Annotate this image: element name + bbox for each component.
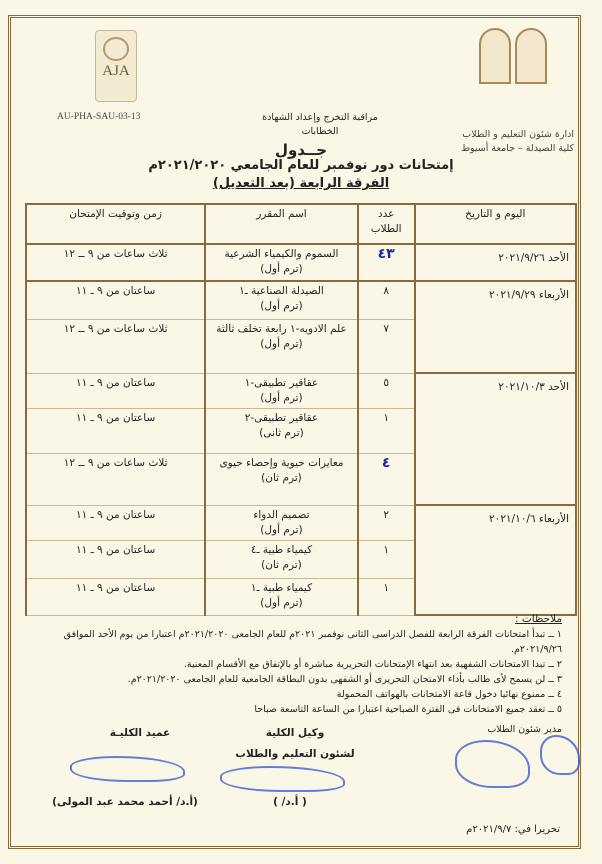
doc-class-title: الفرقة الرابعة (بعد التعديل) xyxy=(212,176,390,191)
doc-subtitle: إمتحانات دور نوفمبر للعام الجامعي ٢٠٢١/٢٠٢٠م xyxy=(148,158,454,173)
exam-time: ساعتان من ٩ ـ ١١ xyxy=(26,281,205,319)
course-name: عقاقير تطبيقى-٢ xyxy=(244,411,319,424)
exam-date: الأربعاء ٢٠٢١/١٠/٦ xyxy=(415,505,576,615)
course-term: (ترم أول) xyxy=(260,523,303,536)
header-course: اسم المقرر xyxy=(205,204,357,244)
arch-emblem-left xyxy=(479,28,511,84)
dean-name: (أ.د/ أحمد محمد عبد المولى) xyxy=(52,796,198,808)
header-time: زمن وتوقيت الإمتحان xyxy=(26,204,205,244)
exam-time: ساعتان من ٩ ـ ١١ xyxy=(26,578,205,615)
globe-icon xyxy=(103,37,129,61)
student-count: ٢ xyxy=(358,505,415,540)
exam-time: ساعتان من ٩ ـ ١١ xyxy=(26,540,205,578)
exam-schedule-table xyxy=(25,203,577,616)
exam-date: الأحد ٢٠٢١/١٠/٣ xyxy=(415,373,576,505)
vice-dean-title: وكيل الكلية xyxy=(265,727,325,739)
doc-title: جــدول xyxy=(274,141,328,159)
note-item: ٢ ــ تبدا الامتحانات الشفهية بعد انتهاء الإمتحانات التحريرية مباشرة أو بالإتفاق مع الأقسام المعنية. xyxy=(183,659,562,670)
table-row xyxy=(26,505,576,540)
course-term: (ترم أول) xyxy=(260,300,303,312)
course-name: عقاقير تطبيقى-١ xyxy=(244,376,319,389)
exam-time: ثلاث ساعات من ٩ ــ ١٢ xyxy=(26,319,205,373)
note-item: ٥ ــ تعقد جميع الامتحانات فى الفترة الصباحية اعتبارا من الساعة التاسعة صباحا xyxy=(254,704,562,715)
note-item: ١ ــ تبدأ امتحانات الفرقة الرابعة للفصل الدراسى الثانى نوفمبر ٢٠٢١م للعام الجامعى ٢٠٢١/٢٠٢٠م اعتبارا من يوم الأحد الموافق ٢٠٢١/٩/٢٦م. xyxy=(63,629,562,655)
course-term: (ترم أول) xyxy=(260,391,303,404)
course-term: (ترم ثان) xyxy=(261,471,302,484)
course-name: السموم والكيمياء الشرعية xyxy=(224,248,339,260)
logo-text: AJA xyxy=(102,63,130,79)
exam-time: ثلاث ساعات من ٩ ــ ١٢ xyxy=(26,244,205,281)
student-count: ١ xyxy=(358,578,415,615)
document-code: AU-PHA-SAU-03-13 xyxy=(57,112,141,122)
course-name: علم الادويه-١ رابعة تخلف ثالثة xyxy=(216,322,347,335)
note-item: ٣ ــ لن يسمح لأى طالب بأداء الامتحان التحريرى أو الشفهى بدون البطاقة الجامعية للعام الجامعى ٢٠٢١/٢٠٢٠م. xyxy=(127,674,562,685)
header-date: اليوم و التاريخ xyxy=(415,204,576,244)
course-cell xyxy=(205,408,357,453)
course-cell xyxy=(205,373,357,408)
course-term: (ترم أول) xyxy=(260,337,303,350)
student-count: ٤ xyxy=(358,453,415,505)
department-line: مراقبة التخرج وإعداد الشهادة xyxy=(262,112,378,123)
course-term: (ترم ثانى) xyxy=(259,426,304,439)
written-date: تحريرا في: ٢٠٢١/٩/٧م xyxy=(466,824,560,835)
notes-section xyxy=(22,612,562,717)
aja-logo xyxy=(95,30,137,102)
arch-emblem-right xyxy=(515,28,547,84)
course-name: كيمياء طبية ـ٤ xyxy=(250,543,313,556)
exam-date: الأربعاء ٢٠٢١/٩/٢٩ xyxy=(415,281,576,373)
student-count: ٥ xyxy=(358,373,415,408)
vice-dean-name: ( أ.د/ ) xyxy=(273,796,307,808)
course-cell xyxy=(205,578,357,615)
faculty-line: ادارة شئون التعليم و الطلاب xyxy=(462,129,574,140)
course-cell xyxy=(205,281,357,319)
exam-time: ساعتان من ٩ ـ ١١ xyxy=(26,408,205,453)
dean-title: عميد الكليـة xyxy=(109,727,171,739)
course-name: تصميم الدواء xyxy=(253,508,310,521)
header-count: عدد الطلاب xyxy=(358,204,415,244)
course-term: (ترم أول) xyxy=(260,263,303,275)
course-term: (ترم ثان) xyxy=(261,558,302,571)
course-cell xyxy=(205,540,357,578)
exam-date: الأحد ٢٠٢١/٩/٢٦ xyxy=(415,244,576,281)
students-manager-label: مدير شئون الطلاب xyxy=(487,724,562,735)
note-item: ٤ ــ ممنوع نهائيا دخول قاعة الامتحانات بالهواتف المحمولة xyxy=(336,689,562,700)
course-name: معايرات حيوية وإحصاء حيوى xyxy=(219,456,344,469)
course-cell xyxy=(205,505,357,540)
course-term: (ترم أول) xyxy=(260,596,303,609)
course-name: الصيدلة الصناعية ـ١ xyxy=(239,285,324,297)
vice-dean-subtitle: لشئون التعليم والطلاب xyxy=(235,748,355,760)
exam-time: ساعتان من ٩ ـ ١١ xyxy=(26,373,205,408)
student-count: ٤٣ xyxy=(358,244,415,281)
notes-heading: ملاحظات : xyxy=(515,613,562,625)
student-count: ٧ xyxy=(358,319,415,373)
course-cell xyxy=(205,244,357,281)
student-count: ١ xyxy=(358,408,415,453)
student-count: ١ xyxy=(358,540,415,578)
university-logo xyxy=(465,28,565,90)
table-header-row xyxy=(26,204,576,244)
department-line: الخطابات xyxy=(301,126,339,137)
exam-time: ساعتان من ٩ ـ ١١ xyxy=(26,505,205,540)
table-row xyxy=(26,244,576,281)
course-cell xyxy=(205,453,357,505)
exam-time: ثلاث ساعات من ٩ ــ ١٢ xyxy=(26,453,205,505)
table-row xyxy=(26,281,576,319)
course-name: كيمياء طبية ـ١ xyxy=(250,581,313,594)
course-cell xyxy=(205,319,357,373)
table-row xyxy=(26,373,576,408)
faculty-line: كلية الصيدلة – جامعة أسيوط xyxy=(461,143,574,154)
department-header xyxy=(240,111,400,139)
student-count: ٨ xyxy=(358,281,415,319)
